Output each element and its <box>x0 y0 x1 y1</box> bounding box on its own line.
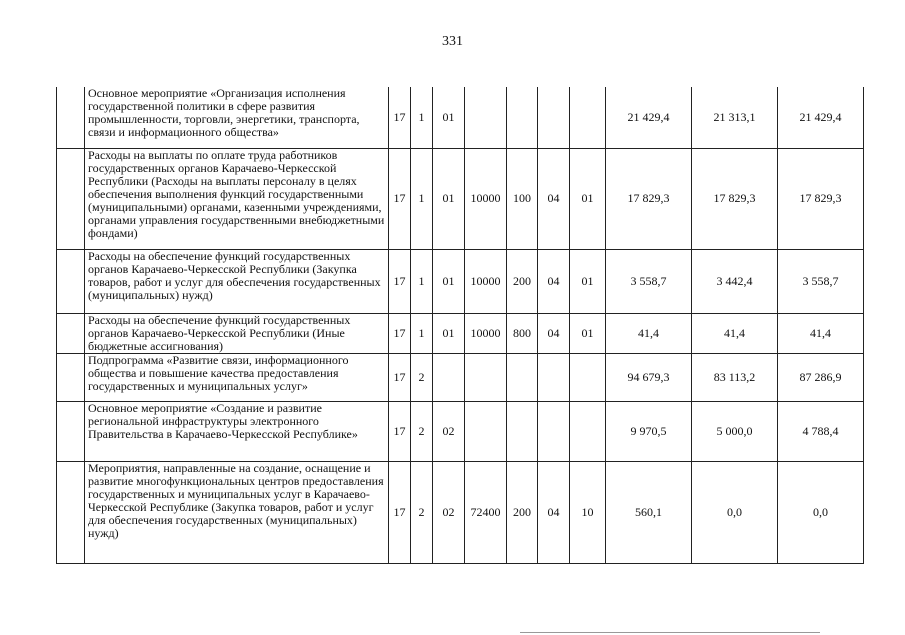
amount-cell-3: 3 558,7 <box>778 249 864 313</box>
code-cell-2: 1 <box>411 148 433 249</box>
table-row <box>57 461 864 563</box>
code-cell-3: 01 <box>433 87 465 148</box>
row-description: Расходы на обеспечение функций государственных органов Карачаево-Черкесской Республики (Иные бюджетные ассигнования) <box>85 313 389 353</box>
code-cell-7 <box>570 353 606 401</box>
amount-cell-1: 17 829,3 <box>606 148 692 249</box>
amount-cell-2: 17 829,3 <box>692 148 778 249</box>
code-cell-1: 17 <box>389 313 411 353</box>
row-description: Основное мероприятие «Организация исполнения государственной политики в сфере развития промышленности, торговли, энергетики, транспорта, связи и информационного общества» <box>85 87 389 148</box>
amount-cell-3: 0,0 <box>778 461 864 563</box>
code-cell-4: 10000 <box>465 148 507 249</box>
code-cell-4: 10000 <box>465 249 507 313</box>
code-cell-6: 04 <box>538 249 570 313</box>
code-cell-7: 01 <box>570 313 606 353</box>
code-cell-1: 17 <box>389 249 411 313</box>
code-cell-2: 2 <box>411 401 433 461</box>
budget-table <box>56 87 864 564</box>
table-row <box>57 148 864 249</box>
code-cell-7 <box>570 401 606 461</box>
code-cell-3: 02 <box>433 461 465 563</box>
code-cell-2: 2 <box>411 461 433 563</box>
row-stub-cell <box>57 87 85 148</box>
row-stub-cell <box>57 148 85 249</box>
code-cell-4 <box>465 87 507 148</box>
code-cell-5 <box>507 353 538 401</box>
code-cell-6 <box>538 87 570 148</box>
amount-cell-3: 4 788,4 <box>778 401 864 461</box>
amount-cell-1: 21 429,4 <box>606 87 692 148</box>
code-cell-7: 10 <box>570 461 606 563</box>
code-cell-5: 200 <box>507 249 538 313</box>
amount-cell-1: 3 558,7 <box>606 249 692 313</box>
code-cell-1: 17 <box>389 148 411 249</box>
code-cell-6: 04 <box>538 313 570 353</box>
row-stub-cell <box>57 313 85 353</box>
code-cell-5: 200 <box>507 461 538 563</box>
code-cell-3: 01 <box>433 249 465 313</box>
code-cell-7 <box>570 87 606 148</box>
code-cell-2: 1 <box>411 249 433 313</box>
code-cell-1: 17 <box>389 461 411 563</box>
code-cell-7: 01 <box>570 249 606 313</box>
code-cell-2: 1 <box>411 87 433 148</box>
amount-cell-3: 17 829,3 <box>778 148 864 249</box>
code-cell-1: 17 <box>389 87 411 148</box>
amount-cell-1: 94 679,3 <box>606 353 692 401</box>
row-description: Расходы на выплаты по оплате труда работников государственных органов Карачаево-Черкесской Республики (Расходы на выплаты персоналу в целях обеспечения выполнения функций государственными (муниципальными) органами, казенными учреждениями, органами управления государственными внебюджетными фондами) <box>85 148 389 249</box>
code-cell-3 <box>433 353 465 401</box>
code-cell-5: 800 <box>507 313 538 353</box>
amount-cell-2: 41,4 <box>692 313 778 353</box>
amount-cell-1: 9 970,5 <box>606 401 692 461</box>
amount-cell-2: 83 113,2 <box>692 353 778 401</box>
code-cell-6: 04 <box>538 148 570 249</box>
amount-cell-3: 87 286,9 <box>778 353 864 401</box>
row-stub-cell <box>57 401 85 461</box>
amount-cell-2: 5 000,0 <box>692 401 778 461</box>
row-stub-cell <box>57 353 85 401</box>
table-row <box>57 401 864 461</box>
code-cell-3: 01 <box>433 313 465 353</box>
row-description: Основное мероприятие «Создание и развитие региональной инфраструктуры электронного Правительства в Карачаево-Черкесской Республике» <box>85 401 389 461</box>
row-stub-cell <box>57 461 85 563</box>
row-description: Подпрограмма «Развитие связи, информационного общества и повышение качества предоставления государственных и муниципальных услуг» <box>85 353 389 401</box>
code-cell-1: 17 <box>389 401 411 461</box>
code-cell-6 <box>538 353 570 401</box>
amount-cell-3: 41,4 <box>778 313 864 353</box>
code-cell-5 <box>507 401 538 461</box>
amount-cell-1: 41,4 <box>606 313 692 353</box>
code-cell-5: 100 <box>507 148 538 249</box>
code-cell-1: 17 <box>389 353 411 401</box>
table-row <box>57 313 864 353</box>
amount-cell-2: 21 313,1 <box>692 87 778 148</box>
amount-cell-3: 21 429,4 <box>778 87 864 148</box>
code-cell-4 <box>465 353 507 401</box>
code-cell-3: 02 <box>433 401 465 461</box>
code-cell-6: 04 <box>538 461 570 563</box>
amount-cell-2: 0,0 <box>692 461 778 563</box>
code-cell-4 <box>465 401 507 461</box>
row-stub-cell <box>57 249 85 313</box>
code-cell-7: 01 <box>570 148 606 249</box>
table-row <box>57 353 864 401</box>
code-cell-3: 01 <box>433 148 465 249</box>
amount-cell-1: 560,1 <box>606 461 692 563</box>
scan-edge-line <box>520 632 820 633</box>
code-cell-4: 10000 <box>465 313 507 353</box>
code-cell-4: 72400 <box>465 461 507 563</box>
code-cell-5 <box>507 87 538 148</box>
row-description: Мероприятия, направленные на создание, оснащение и развитие многофункциональных центров предоставления государственных и муниципальных услуг в Карачаево-Черкесской Республике (Закупка товаров, работ и услуг для обеспечения государственных (муниципальных) нужд) <box>85 461 389 563</box>
row-description: Расходы на обеспечение функций государственных органов Карачаево-Черкесской Республики (Закупка товаров, работ и услуг для обеспечения государственных (муниципальных) нужд) <box>85 249 389 313</box>
amount-cell-2: 3 442,4 <box>692 249 778 313</box>
code-cell-2: 2 <box>411 353 433 401</box>
table-row <box>57 249 864 313</box>
page-number: 331 <box>442 34 463 49</box>
table-row <box>57 87 864 148</box>
code-cell-2: 1 <box>411 313 433 353</box>
code-cell-6 <box>538 401 570 461</box>
